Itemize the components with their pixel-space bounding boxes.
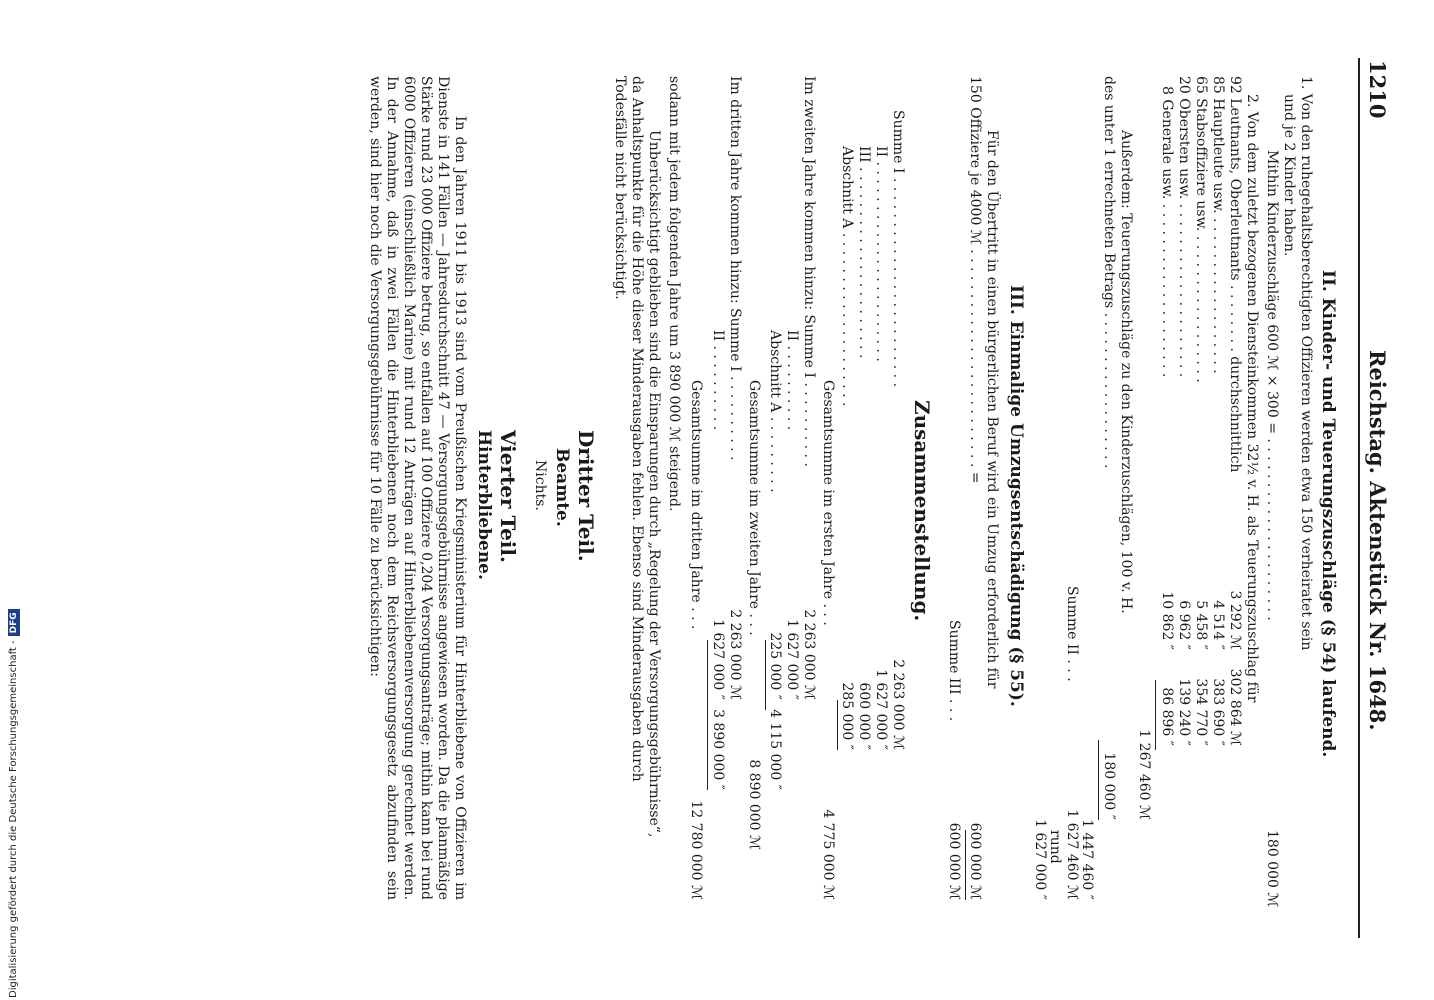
jahr2-label: Im zweiten Jahre kommen hinzu: Summe I . . . . . . . . . . (801, 76, 817, 467)
jahr2-sum: 4 115 000 ″ (767, 709, 783, 790)
zusammen-row-2-value: 1 627 000 ″ (873, 669, 889, 750)
row-total: 139 240 ″ (1176, 678, 1192, 746)
subtotal-rule (1155, 680, 1156, 750)
sum2-rounded: 1 627 000 ″ (1032, 819, 1048, 900)
zusammen-row-4-value: 285 000 ″ (839, 682, 855, 750)
row-total: 86 896 ″ (1159, 687, 1175, 746)
sum2-value: 1 627 460 ℳ (1064, 809, 1080, 900)
row-label: 8 Generale usw. . . . . . . . . . . . . . . . . . . . . (1159, 86, 1175, 378)
row-avg: 10 862 ″ (1159, 591, 1175, 650)
sum2-rule (1098, 740, 1099, 820)
row-label: 85 Hauptleute usw. . . . . . . . . . . . . . . . . . . (1210, 76, 1226, 374)
jahr3-v2: 1 627 000 ″ (710, 619, 726, 700)
jahr3-label: Im dritten Jahre kommen hinzu: Summe I . . . . . . . . . . (727, 76, 743, 461)
ausserdem-line-1: Außerdem: Teuerungszuschläge zu den Kinderzuschlägen, 100 v. H. (1118, 130, 1134, 614)
dritter-nichts: Nichts. (532, 460, 548, 511)
section-2-subtotal: 1 267 460 ℳ (1136, 729, 1152, 820)
sum3-label: Summe III . . . (946, 620, 962, 722)
row-avg: 4 514 ″ (1210, 600, 1226, 650)
zusammen-row-1: Summe I . . . . . . . . . . . . . . . . . . . . . . . . (890, 110, 906, 388)
gesamt3-label: Gesamtsumme im dritten Jahre . . . (688, 380, 704, 630)
vierter-paragraph: In den Jahren 1911 bis 1913 sind vom Preußischen Kriegsministerium für Hinterbliebene von Offizieren im Dienste in 141 Fällen — Jahresdurchschnitt 47 — Versorgungsgebührnisse angewiesen worden. Da die planmäßige Stärke rund 23 000 Offiziere betrug, so entfallen auf 100 Offiziere 0,204 Versorgungsanträge; mithin kann bei rund 6000 Offizieren (einschließlich Marine) mit rund 12 Anträgen auf Hinterbliebenenversorgung gerechnet werden. In der Annahme, daß in zwei Fällen die Hinterbliebenen noch dem Reichsversorgungsgesetz abzufinden sein werden, sind hier noch die Versorgungsgebührnisse für 10 Fälle zu berücksichtigen: (367, 76, 468, 900)
zusammen-heading: Zusammenstellung. (910, 400, 934, 622)
jahr2-rule (765, 640, 766, 710)
section-3-p2: 150 Offiziere je 4000 ℳ . . . . . . . . . . . . . . . . . . . . . . . . . = (967, 76, 983, 484)
ausserdem-line-2: des unter 1 errechneten Betrags . . . . . . . . . . . . . . . . . . (1101, 76, 1117, 469)
dritter-sub: Beamte. (552, 448, 572, 527)
dfg-logo: DFG (8, 609, 20, 636)
jahr3-v1: 2 263 000 ℳ (727, 609, 743, 700)
vierter-sub: Hinterbliebene. (474, 430, 494, 580)
sum3-value: 600 000 ℳ (946, 822, 962, 900)
gesamt1-rule (837, 700, 838, 750)
jahr2-v3: 225 000 ″ (767, 632, 783, 700)
row-label: 20 Obersten usw. . . . . . . . . . . . . . . . . . . . . (1176, 76, 1192, 378)
row-label: 92 Leutnants, Oberleutnants . . . . . . . . durchschnittlich (1227, 76, 1243, 473)
jahr3-row-2: II . . . . . . . . . . (710, 330, 726, 431)
sum2-label: Summe II . . . (1064, 586, 1080, 682)
vierter-heading: Vierter Teil. (496, 430, 520, 563)
dritter-heading: Dritter Teil. (574, 430, 598, 562)
section-3-heading: III. Einmalige Umzugsentschädigung (§ 55). (1006, 285, 1026, 707)
section-2-p2: 2. Von dem zuletzt bezogenen Diensteinkommen 32½ v. H. als Teuerungszuschlag für (1244, 94, 1260, 703)
unber-line-1: Unberücksichtigt geblieben sind die Einsparungen durch „Regelung der Versorgungsgebührnisse“, (646, 130, 662, 838)
zusammen-row-3: III . . . . . . . . . . . . . . . . . . . . . . (856, 146, 872, 359)
row-label: 65 Stabsoffiziere usw. . . . . . . . . . . . . . . . . . (1193, 76, 1209, 383)
zusammen-row-3-value: 600 000 ″ (856, 682, 872, 750)
sum2-amount: 1 447 460 ″ (1079, 819, 1095, 900)
page-title: Reichstag. Aktenstück Nr. 1648. (1365, 350, 1390, 731)
jahr2-v2: 1 627 000 ″ (784, 619, 800, 700)
section-3-p1: Für den Übertritt in einen bürgerlichen Beruf wird ein Umzug erforderlich für (984, 130, 1000, 689)
section-3-amount: 600 000 ℳ (967, 822, 983, 900)
zusammen-row-1-value: 2 263 000 ℳ (890, 659, 906, 750)
jahr2-v1: 2 263 000 ℳ (801, 609, 817, 700)
jahr3-sum: 3 890 000 ″ (710, 709, 726, 790)
gesamt1-value: 4 775 000 ℳ (820, 809, 836, 900)
section-2-p1b: und je 2 Kinder haben. (1281, 94, 1297, 257)
page-number: 1210 (1365, 60, 1390, 119)
section-2-heading: II. Kinder- und Teuerungszuschläge (§ 54) laufend. (1318, 270, 1338, 758)
row-total: 383 690 ″ (1210, 678, 1226, 746)
folgend-line: sodann mit jedem folgenden Jahre um 3 890 000 ℳ steigend. (666, 76, 682, 512)
zusammen-row-2: II . . . . . . . . . . . . . . . . . . . . . . . (873, 146, 889, 362)
row-total: 354 770 ″ (1193, 678, 1209, 746)
jahr3-rule (707, 640, 708, 790)
gesamt2-label: Gesamtsumme im zweiten Jahre . . . (746, 380, 762, 636)
row-avg: 5 458 ″ (1193, 600, 1209, 650)
jahr2-row-2: II . . . . . . . . . . (784, 330, 800, 431)
ausserdem-amount: 180 000 ″ (1101, 752, 1117, 820)
gesamt2-value: 8 890 000 ℳ (746, 759, 762, 850)
unber-line-3: Todesfälle nicht berücksichtigt. (612, 76, 628, 300)
section-2-p1-amount: 180 000 ℳ (1264, 830, 1280, 908)
side-note-text: Digitalisierung gefördert durch die Deutsche Forschungsgemeinschaft - (8, 640, 19, 998)
gesamt1-label: Gesamtsumme im ersten Jahre . . . (820, 380, 836, 626)
unber-line-2: da Anhaltspunkte für die Höhe dieser Minderausgaben fehlen. Ebenso sind Minderausgaben durch (629, 76, 645, 782)
header-rule (1358, 58, 1360, 938)
side-note (8, 609, 20, 998)
section-2-p1a: 1. Von den ruhegehaltsberechtigten Offizieren werden etwa 150 verheiratet sein (1298, 76, 1314, 651)
row-avg: 6 962 ″ (1176, 600, 1192, 650)
section-2-p1c: Mithin Kinderzuschläge 600 ℳ × 300 = . . . . . . . . . . . . . . . . . . . . . (1264, 150, 1280, 621)
gesamt3-value: 12 780 000 ℳ (688, 800, 704, 900)
rund-label: rund (1047, 830, 1063, 864)
sum3-rule (965, 830, 966, 900)
jahr2-row-3: Abschnitt A . . . . . . . . . (767, 330, 783, 493)
zusammen-row-4: Abschnitt A . . . . . . . . . . . . . . . . . . . . (839, 146, 855, 407)
row-total: 302 864 ℳ (1227, 668, 1243, 746)
row-avg: 3 292 ℳ (1227, 590, 1243, 650)
